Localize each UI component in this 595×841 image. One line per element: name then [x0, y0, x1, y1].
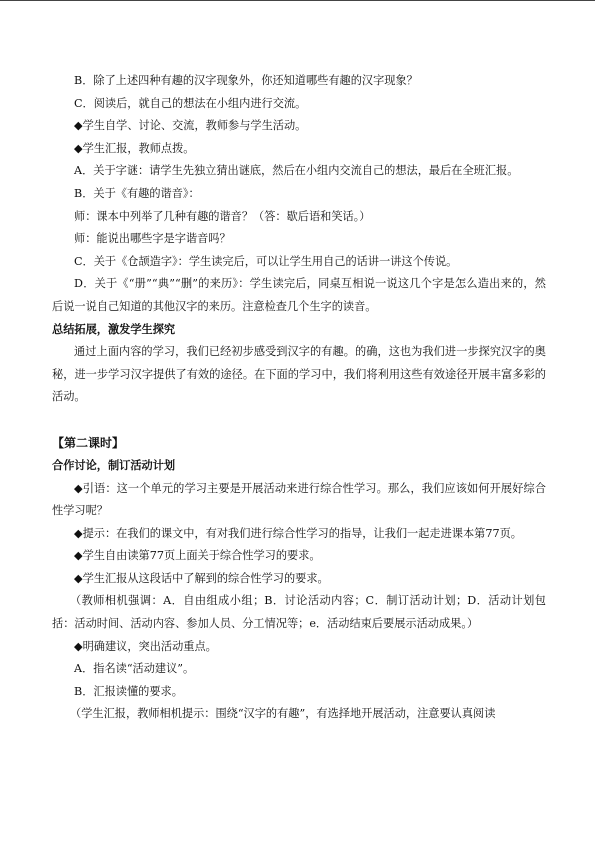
paragraph: C．关于《仓颉造字》：学生读完后，可以让学生用自己的话讲一讲这个传说。: [74, 254, 458, 268]
paragraph: B．除了上述四种有趣的汉字现象外，你还知道哪些有趣的汉字现象？: [74, 74, 418, 87]
paragraph: （教师相机强调：A．自由组成小组；B．讨论活动内容；C．制订活动计划；D．活动计划包括：活动时间、活动内容、参加人员、分工情况等；e．活动结束后要展示活动成果。）: [52, 594, 546, 631]
paragraph: ◆引语：这一个单元的学习主要是开展活动来进行综合性学习。那么，我们应该如何开展好综合性学习呢？: [52, 481, 546, 518]
paragraph: ◆学生汇报从这段话中了解到的综合性学习的要求。: [74, 571, 329, 585]
paragraph: 师：能说出哪些字是字谐音吗？: [74, 232, 231, 246]
paragraph: ◆学生自由读第77页上面关于综合性学习的要求。: [74, 549, 321, 563]
paragraph: （学生汇报，教师相机提示：围绕“汉字的有趣”，有选择地开展活动，注意要认真阅读: [70, 707, 496, 721]
paragraph: ◆明确建议，突出活动重点。: [74, 639, 217, 653]
paragraph: A．指名读“活动建议”。: [74, 662, 195, 676]
paragraph: ◆学生汇报，教师点拨。: [74, 141, 195, 155]
section-title: 【第二课时】: [52, 435, 125, 450]
subheading: 总结拓展，激发学生探究: [52, 322, 176, 336]
header-rule: [0, 0, 595, 1]
spacer: [52, 409, 546, 431]
paragraph: A．关于字谜：请学生先独立猜出谜底，然后在小组内交流自己的想法，最后在全班汇报。: [74, 164, 519, 178]
paragraph: 通过上面内容的学习，我们已经初步感受到汉字的有趣。的确，这也为我们进一步探究汉字的奥秘，进一步学习汉字提供了有效的途径。在下面的学习中，我们将利用这些有效途径开展丰富多彩的活动。: [52, 345, 546, 404]
paragraph: ◆学生自学、讨论、交流，教师参与学生活动。: [74, 119, 307, 133]
paragraph: B．汇报读懂的要求。: [74, 684, 183, 698]
paragraph: D．关于《“册”“典”“删”的来历》：学生读完后，同桌互相说一说这几个字是怎么造出来的，然后说一说自己知道的其他汉字的来历。注意检查几个生字的读音。: [52, 277, 546, 313]
paragraph: B．关于《有趣的谐音》：: [74, 186, 200, 200]
document-body: [52, 70, 546, 726]
paragraph: 师：课本中列举了几种有趣的谐音？（答：歇后语和笑话。）: [74, 209, 371, 223]
paragraph: C．阅读后，就自己的想法在小组内进行交流。: [74, 96, 307, 110]
paragraph: ◆提示：在我们的课文中，有对我们进行综合性学习的指导，让我们一起走进课本第77页。: [74, 526, 522, 540]
subheading: 合作讨论，制订活动计划: [52, 458, 176, 472]
